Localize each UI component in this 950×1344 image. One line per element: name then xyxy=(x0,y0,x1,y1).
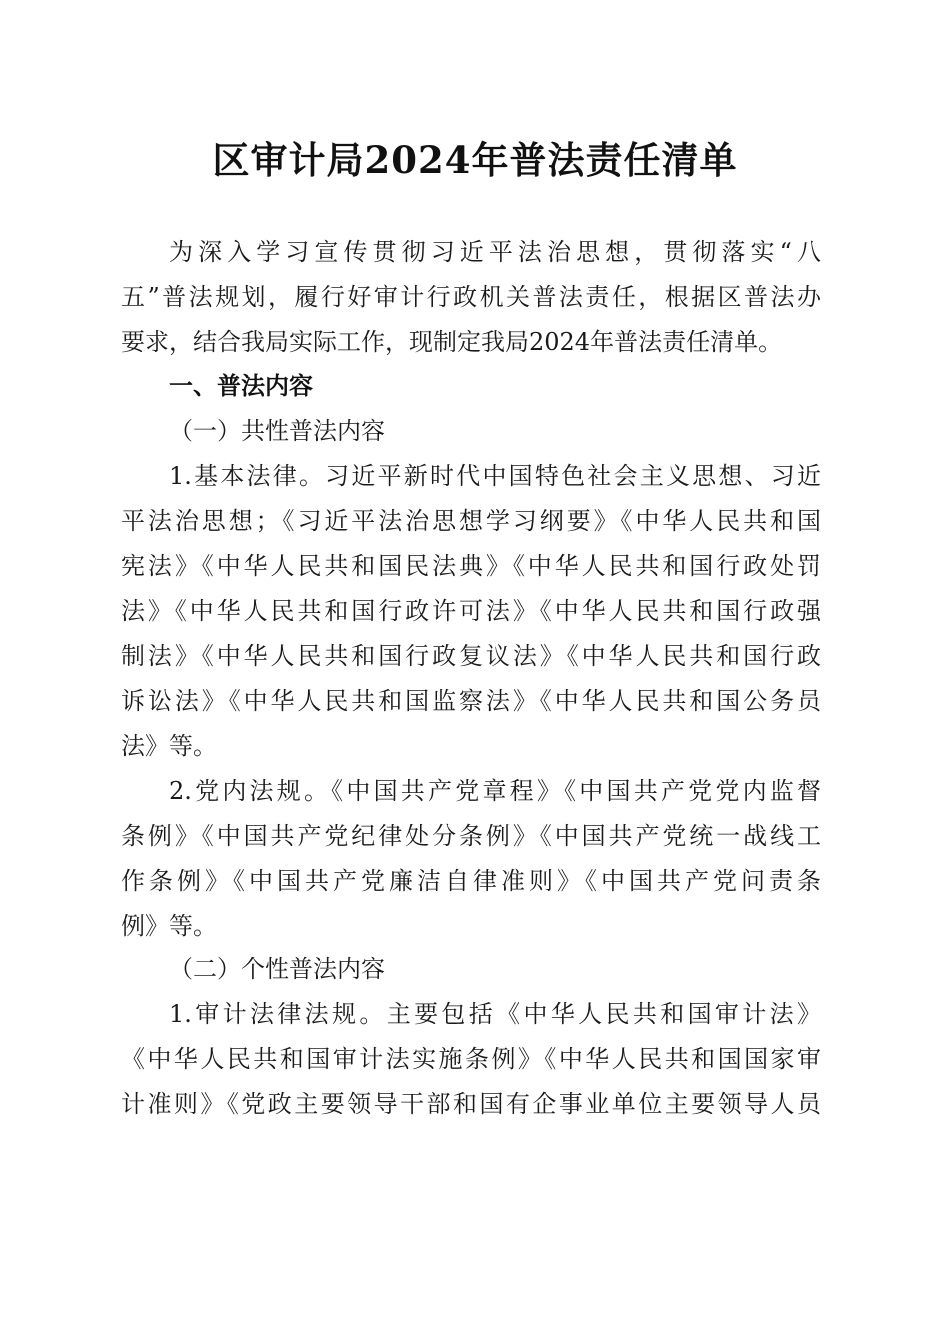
item2-line-3: 作条例》《中国共产党廉洁自律准则》《中国共产党问责条 xyxy=(121,867,821,895)
item1-line-5: 制法》《中华人民共和国行政复议法》《中华人民共和国行政 xyxy=(121,642,821,670)
item3-line-3: 计准则》《党政主要领导干部和国有企事业单位主要领导人员 xyxy=(121,1090,821,1118)
item1-line-1: 1.基本法律。习近平新时代中国特色社会主义思想、习近 xyxy=(169,462,821,490)
item1-line-3: 宪法》《中华人民共和国民法典》《中华人民共和国行政处罚 xyxy=(121,552,821,580)
section-heading-1: 一、普法内容 xyxy=(169,371,313,400)
intro-line-3: 要求，结合我局实际工作，现制定我局2024年普法责任清单。 xyxy=(121,328,783,356)
item2-line-4: 例》等。 xyxy=(121,912,217,940)
subsection-heading-1: （一）共性普法内容 xyxy=(169,417,385,445)
document-title: 区审计局2024年普法责任清单 xyxy=(212,138,738,182)
intro-line-2: 五”普法规划，履行好审计行政机关普法责任，根据区普法办 xyxy=(121,283,821,311)
item2-line-2: 条例》《中国共产党纪律处分条例》《中国共产党统一战线工 xyxy=(121,822,821,850)
item3-line-2: 《中华人民共和国审计法实施条例》《中华人民共和国国家审 xyxy=(121,1045,821,1073)
item1-line-7: 法》等。 xyxy=(121,732,217,760)
item1-line-2: 平法治思想；《习近平法治思想学习纲要》《中华人民共和国 xyxy=(121,507,821,535)
subsection-heading-2: （二）个性普法内容 xyxy=(169,955,385,983)
intro-line-1: 为深入学习宣传贯彻习近平法治思想，贯彻落实“八 xyxy=(169,238,821,266)
item1-line-4: 法》《中华人民共和国行政许可法》《中华人民共和国行政强 xyxy=(121,597,821,625)
item2-line-1: 2.党内法规。《中国共产党章程》《中国共产党党内监督 xyxy=(169,777,821,805)
item3-line-1: 1.审计法律法规。主要包括《中华人民共和国审计法》 xyxy=(169,1000,821,1028)
item1-line-6: 诉讼法》《中华人民共和国监察法》《中华人民共和国公务员 xyxy=(121,687,821,715)
